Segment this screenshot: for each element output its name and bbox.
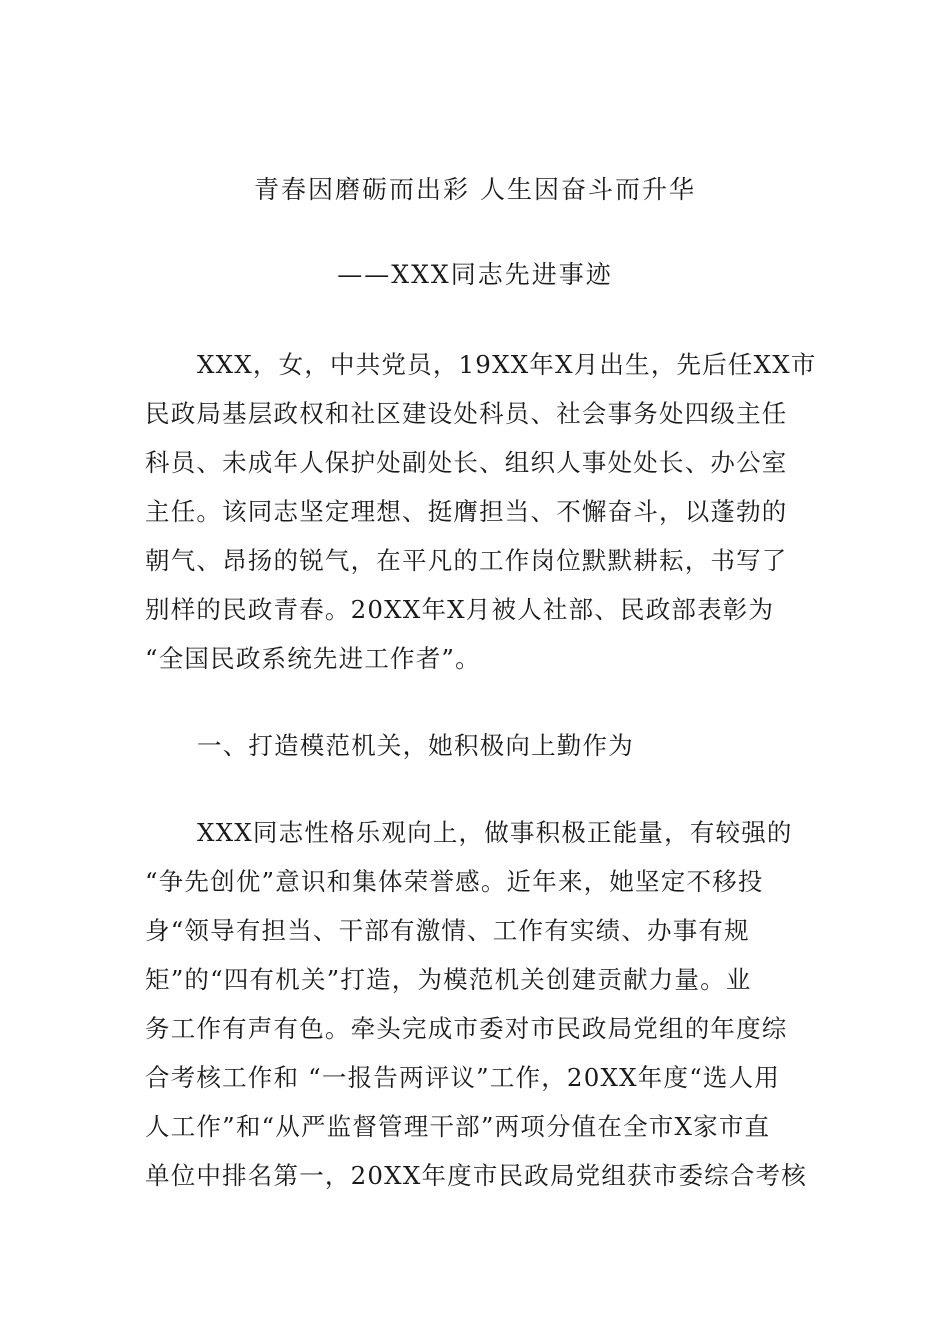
paragraph-1-line: 主任。该同志坚定理想、挺膺担当、不懈奋斗，以蓬勃的 [145, 497, 788, 526]
paragraph-1-line: 朝气、昂扬的锐气，在平凡的工作岗位默默耕耘，书写了 [145, 546, 788, 575]
document-subtitle: ——XXX同志先进事迹 [337, 260, 613, 289]
paragraph-2-line: XXX同志性格乐观向上，做事积极正能量，有较强的 [197, 818, 793, 847]
paragraph-2-line: 务工作有声有色。牵头完成市委对市民政局党组的年度综 [145, 1014, 788, 1043]
paragraph-1-line: 别样的民政青春。20XX年X月被人社部、民政部表彰为 [145, 595, 775, 624]
paragraph-1-line: 科员、未成年人保护处副处长、组织人事处处长、办公室 [145, 448, 788, 477]
paragraph-2-line: 合考核工作和 “一报告两评议”工作，20XX年度“选人用 [145, 1063, 781, 1092]
paragraph-2-line: 矩”的“四有机关”打造，为模范机关创建贡献力量。业 [145, 965, 752, 994]
paragraph-1-line: 民政局基层政权和社区建设处科员、社会事务处四级主任 [145, 399, 788, 428]
paragraph-1-line: “全国民政系统先进工作者”。 [145, 644, 481, 673]
paragraph-2-line: 身“领导有担当、干部有激情、工作有实绩、办事有规 [145, 916, 750, 945]
paragraph-2-line: “争先创优”意识和集体荣誉感。近年来，她坚定不移投 [145, 867, 764, 896]
paragraph-1-line: XXX，女，中共党员，19XX年X月出生，先后任XX市 [197, 350, 817, 379]
document-title: 青春因磨砺而出彩 人生因奋斗而升华 [254, 175, 696, 204]
paragraph-2-line: 单位中排名第一，20XX年度市民政局党组获市委综合考核 [145, 1161, 807, 1190]
paragraph-2-line: 人工作”和“从严监督管理干部”两项分值在全市X家市直 [145, 1112, 771, 1141]
section-1-heading: 一、打造模范机关，她积极向上勤作为 [197, 731, 634, 760]
